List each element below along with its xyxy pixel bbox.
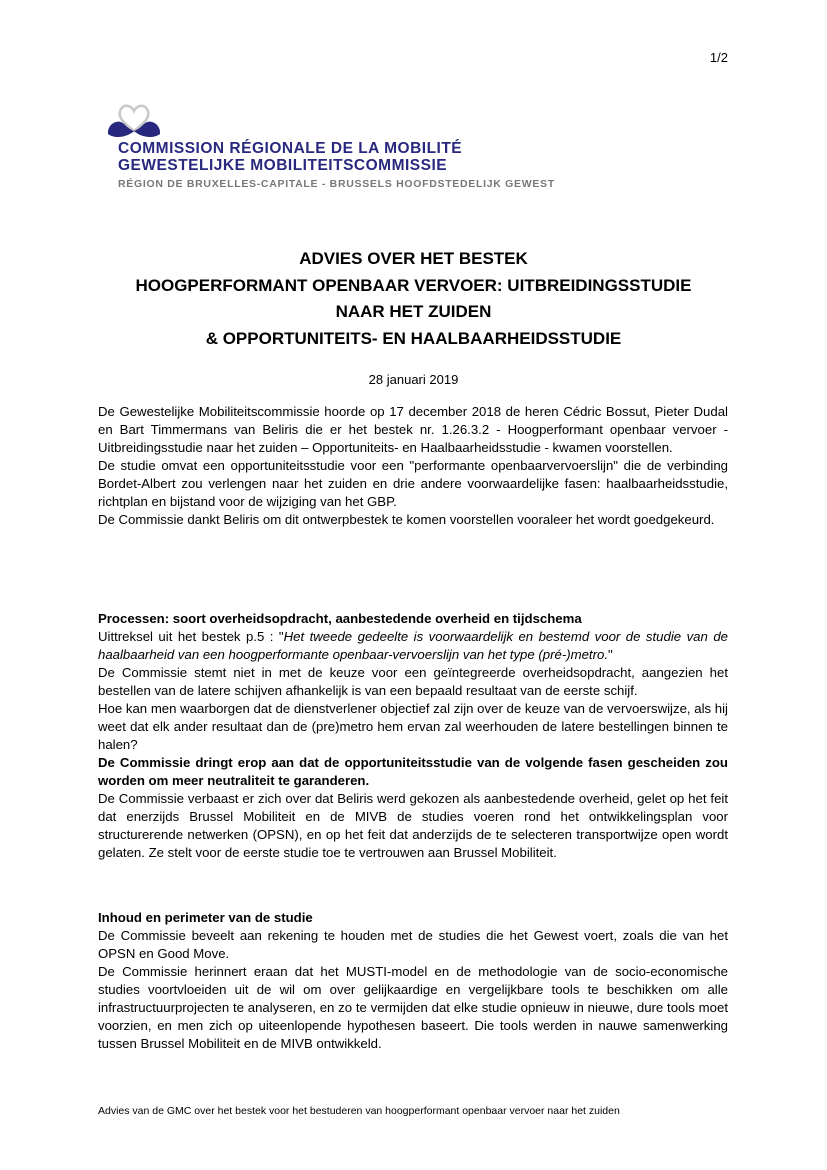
intro-paragraph-1: De Gewestelijke Mobiliteitscommissie hoorde op 17 december 2018 de heren Cédric Bossut, Pieter Dudal en Bart Timmermans van Beliris die er het bestek nr. 1.26.3.2 - Hoogperformant openbaar vervoer - Uitbreidingsstudie naar het zuiden – Opportuniteits- en Haalbaarheidsstudie - kwamen voorstellen. bbox=[98, 404, 728, 455]
title-line-2: HOOGPERFORMANT OPENBAAR VERVOER: UITBREIDINGSSTUDIE bbox=[135, 275, 692, 295]
logo-emblem-icon bbox=[104, 100, 164, 142]
paragraph: De Commissie beveelt aan rekening te houden met de studies die het Gewest voert, zoals die van het OPSN en Good Move. bbox=[98, 928, 728, 961]
paragraph: Hoe kan men waarborgen dat de dienstverlener objectief zal zijn over de keuze van de vervoerswijze, als hij weet dat elk ander resultaat dan de (pre)metro hem ervan zal weerhouden de latere bestellingen binnen te halen? bbox=[98, 701, 728, 752]
page-number: 1/2 bbox=[709, 50, 728, 65]
intro-section bbox=[98, 403, 728, 529]
logo bbox=[104, 100, 624, 200]
page-footer: Advies van de GMC over het bestek voor het bestuderen van hoogperformant openbaar vervoer naar het zuiden bbox=[98, 1105, 620, 1117]
intro-paragraph-3: De Commissie dankt Beliris om dit ontwerpbestek te komen voorstellen vooraleer het wordt goedgekeurd. bbox=[98, 512, 715, 527]
title-line-4: & OPPORTUNITEITS- EN HAALBAARHEIDSSTUDIE bbox=[205, 328, 622, 348]
paragraph: De Commissie herinnert eraan dat het MUSTI-model en de methodologie van de socio-economische studies voortvloeiden uit de wil om over gelijkaardige en vergelijkbare tools te beschikken om alle infrastructuurprojecten te analyseren, en zo te vermijden dat elke studie opnieuw in nieuwe, dure tools moet voorzien, en men zich op uiteenlopende hypothesen baseert. Die tools werden in nauwe samenwerking tussen Brussel Mobiliteit en de MIVB ontwikkeld. bbox=[98, 964, 728, 1051]
intro-paragraph-2: De studie omvat een opportuniteitsstudie voor een "performante openbaarvervoerslijn" die de verbinding Bordet-Albert zou verlengen naar het zuiden en drie andere voorwaardelijke fasen: haalbaarheidsstudie, richtplan en bijstand voor de wijziging van het GBP. bbox=[98, 458, 728, 509]
quote-prefix: Uittreksel uit het bestek p.5 : " bbox=[98, 629, 284, 644]
section-heading: Processen: soort overheidsopdracht, aanbestedende overheid en tijdschema bbox=[98, 611, 582, 626]
paragraph: De Commissie verbaast er zich over dat Beliris werd gekozen als aanbestedende overheid, gelet op het feit dat enerzijds Brussel Mobiliteit en de MIVB de studies voeren rond het ontwikkelingsplan voor structurerende netwerken (OPSN), en op het feit dat anderzijds de te selecteren transportwijze open wordt gelaten. Ze stelt voor de eerste studie toe te vertrouwen aan Brussel Mobiliteit. bbox=[98, 791, 728, 860]
title-line-1: ADVIES OVER HET BESTEK bbox=[299, 249, 528, 268]
quote-suffix: " bbox=[607, 647, 613, 662]
section-processes bbox=[98, 610, 728, 862]
logo-line-2: GEWESTELIJKE MOBILITEITSCOMMISSIE bbox=[118, 157, 448, 174]
logo-line-3: RÉGION DE BRUXELLES-CAPITALE - BRUSSELS HOOFDSTEDELIJK GEWEST bbox=[118, 178, 555, 190]
document-title bbox=[60, 246, 767, 352]
paragraph: De Commissie stemt niet in met de keuze voor een geïntegreerde overheidsopdracht, aangezien het bestellen van de latere schijven afhankelijk is van een bepaald resultaat van de eerste schijf. bbox=[98, 665, 728, 698]
recommendation-paragraph: De Commissie dringt erop aan dat de opportuniteitsstudie van de volgende fasen gescheiden zou worden om meer neutraliteit te garanderen. bbox=[98, 755, 728, 788]
quote-text: Het tweede gedeelte is voorwaardelijk en bestemd voor de studie van de haalbaarheid van een hoogperformante openbaar-vervoerslijn van het type (pré-)metro. bbox=[98, 629, 728, 662]
section-heading: Inhoud en perimeter van de studie bbox=[98, 910, 313, 925]
section-content bbox=[98, 909, 728, 1053]
title-line-3: NAAR HET ZUIDEN bbox=[335, 302, 492, 321]
logo-line-1: COMMISSION RÉGIONALE DE LA MOBILITÉ bbox=[118, 140, 463, 157]
document-date: 28 januari 2019 bbox=[368, 372, 459, 387]
quote-paragraph bbox=[98, 628, 728, 664]
